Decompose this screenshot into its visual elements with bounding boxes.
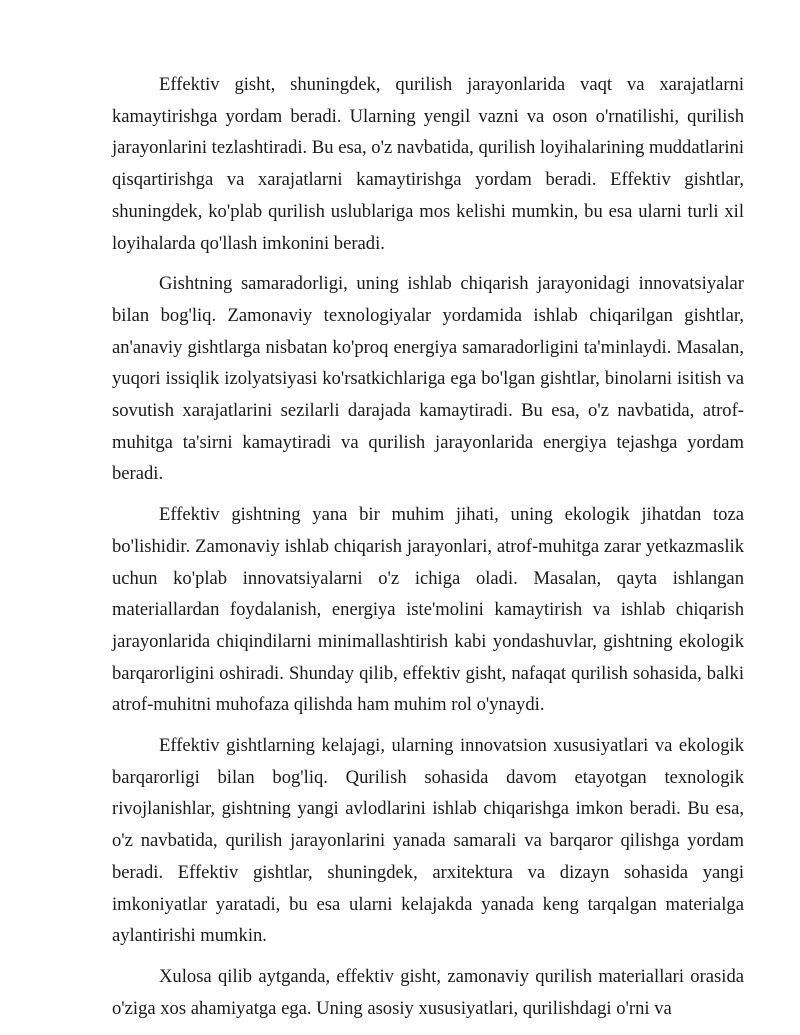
document-body	[112, 69, 744, 1033]
paragraph: Effektiv gishtning yana bir muhim jihati, uning ekologik jihatdan toza bo'lishidir. Zamonaviy ishlab chiqarish jarayonlari, atrof-muhitga zarar yetkazmaslik uchun ko'plab innovatsiyalarni o'z ichiga oladi. Masalan, qayta ishlangan materiallardan foydalanish, energiya iste'molini kamaytirish va ishlab chiqarish jarayonlarida chiqindilarni minimallashtirish kabi yondashuvlar, gishtning ekologik barqarorligini oshiradi. Shunday qilib, effektiv gisht, nafaqat qurilish sohasida, balki atrof-muhitni muhofaza qilishda ham muhim rol o'ynaydi.	[112, 504, 744, 716]
paragraph: Effektiv gisht, shuningdek, qurilish jarayonlarida vaqt va xarajatlarni kamaytirishga yordam beradi. Ularning yengil vazni va oson o'rnatilishi, qurilish jarayonlarini tezlashtiradi. Bu esa, o'z navbatida, qurilish loyihalarining muddatlarini qisqartirishga va xarajatlarni kamaytirishga yordam beradi. Effektiv gishtlar, shuningdek, ko'plab qurilish uslublariga mos kelishi mumkin, bu esa ularni turli xil loyihalarda qo'llash imkonini beradi.	[112, 74, 744, 254]
paragraph: Effektiv gishtlarning kelajagi, ularning innovatsion xususiyatlari va ekologik barqarorligi bilan bog'liq. Qurilish sohasida davom etayotgan texnologik rivojlanishlar, gishtning yangi avlodlarini ishlab chiqarishga imkon beradi. Bu esa, o'z navbatida, qurilish jarayonlarini yanada samarali va barqaror qilishga yordam beradi. Effektiv gishtlar, shuningdek, arxitektura va dizayn sohasida yangi imkoniyatlar yaratadi, bu esa ularni kelajakda yanada keng tarqalgan materialga aylantirishi mumkin.	[112, 735, 744, 947]
paragraph: Gishtning samaradorligi, uning ishlab chiqarish jarayonidagi innovatsiyalar bilan bog'liq. Zamonaviy texnologiyalar yordamida ishlab chiqarilgan gishtlar, an'anaviy gishtlarga nisbatan ko'proq energiya samaradorligini ta'minlaydi. Masalan, yuqori issiqlik izolyatsiyasi ko'rsatkichlariga ega bo'lgan gishtlar, binolarni isitish va sovutish xarajatlarini sezilarli darajada kamaytiradi. Bu esa, o'z navbatida, atrof-muhitga ta'sirni kamaytiradi va qurilish jarayonlarida energiya tejashga yordam beradi.	[112, 273, 744, 485]
paragraph: Xulosa qilib aytganda, effektiv gisht, zamonaviy qurilish materiallari orasida o'ziga xos ahamiyatga ega. Uning asosiy xususiyatlari, qurilishdagi o'rni va	[112, 965, 744, 1019]
